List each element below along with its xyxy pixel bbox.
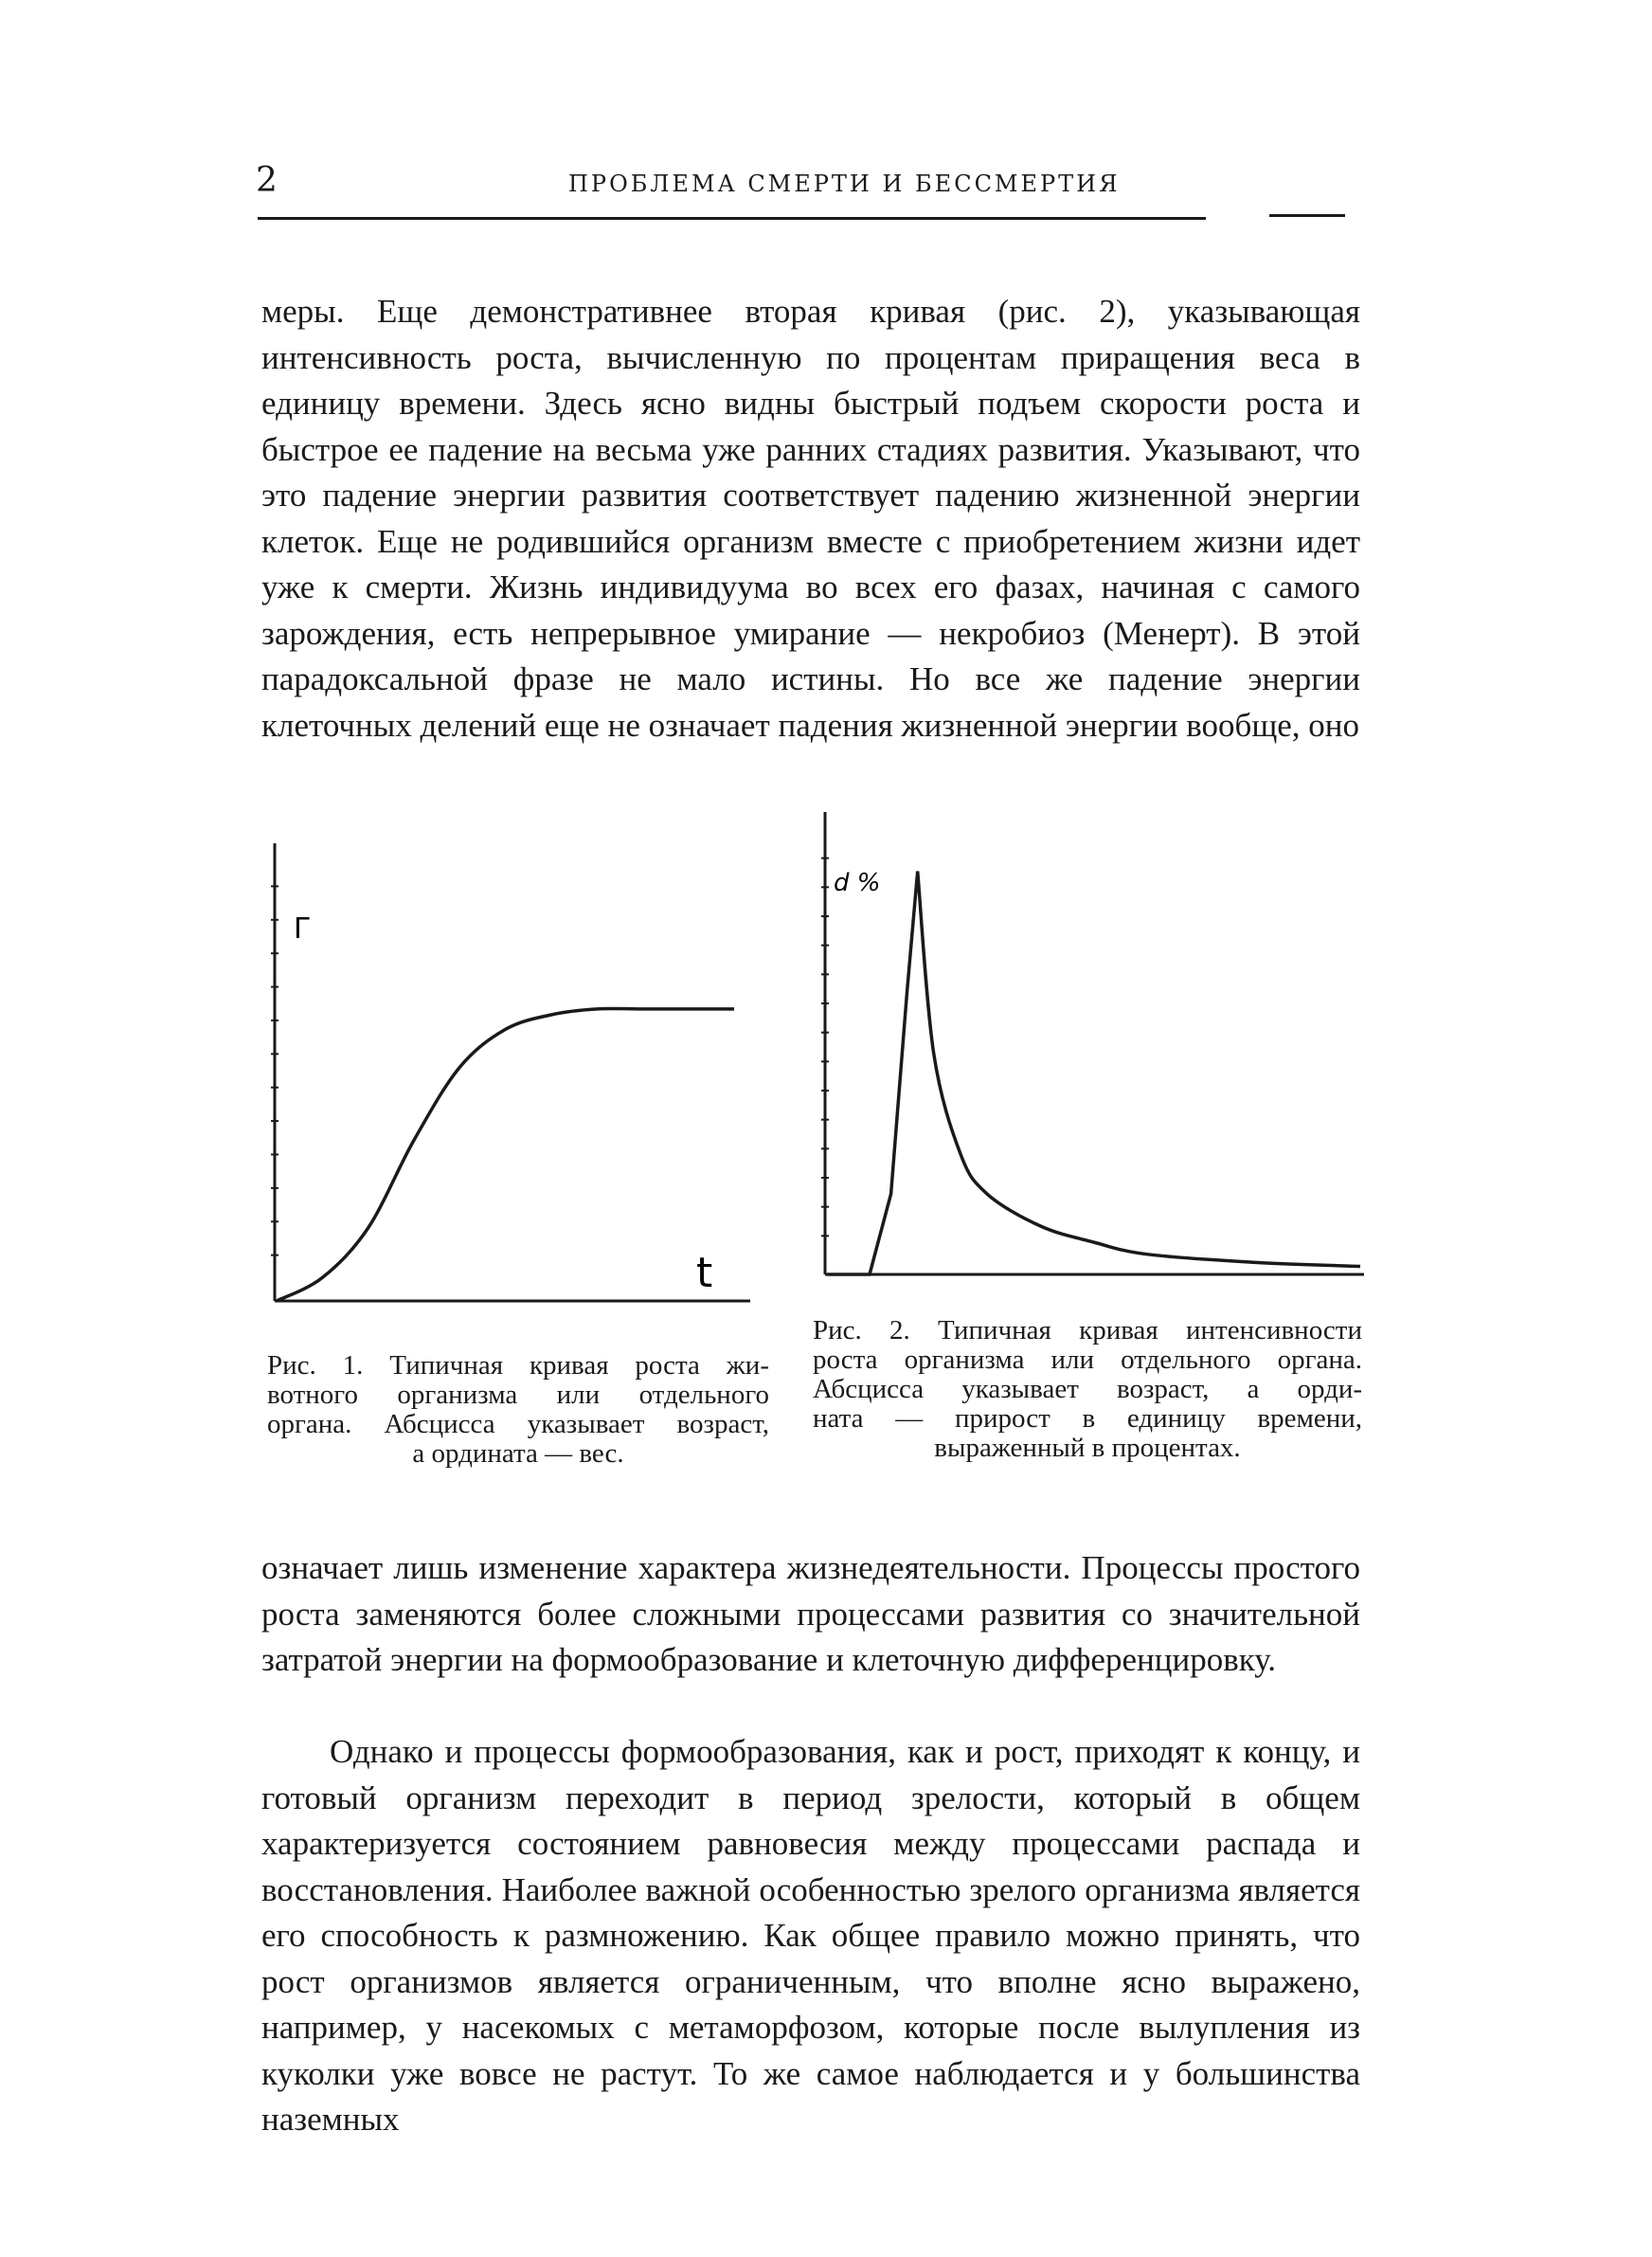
paragraph-2: означает лишь изменение характера жизнедеятельности. Процессы простого роста заменяются более сложными процессами развития со значительной затратой энергии на формообразование и клеточную дифференцировку. bbox=[261, 1549, 1360, 1678]
paragraph-3: Однако и процессы формообразования, как и рост, приходят к концу, и готовый организм переходит в период зрелости, который в общем характеризуется состоянием равновесия между процессами распада и восстановления. Наиболее важной особенностью зрелого организма является его способность к размножению. Как общее правило можно принять, что рост организмов является ограниченным, что вполне ясно выражено, например, у насекомых с метаморфозом, которые после вылупления из куколки уже вовсе не растут. То же самое наблюдается и у большинства наземных bbox=[261, 1733, 1360, 2138]
paragraph-1: меры. Еще демонстративнее вторая кривая (рис. 2), указывающая интенсивность роста, вычисленную по процентам приращения веса в единицу времени. Здесь ясно видны быстрый подъем скорости роста и быстрое ее падение на весьма уже ранних стадиях развития. Указывают, что это падение энергии развития соответствует падению жизненной энергии клеток. Еще не родившийся организм вместе с приобретением жизни идет уже к смерти. Жизнь индивидуума во всех его фазах, начиная с самого зарождения, есть непрерывное умирание — некробиоз (Менерт). В этой парадоксальной фразе не мало истины. Но все же падение энергии клеточных делений еще не означает падения жизненной энергии вообще, оно bbox=[261, 293, 1360, 744]
running-head: ПРОБЛЕМА СМЕРТИ И БЕССМЕРТИЯ bbox=[568, 171, 1121, 197]
fig1-caption-line: вотного организма или отдельного bbox=[267, 1380, 769, 1410]
figure-2 bbox=[813, 810, 1362, 1303]
fig1-x-label: t bbox=[696, 1249, 713, 1297]
header-rule bbox=[258, 217, 1206, 220]
fig2-intensity-curve bbox=[827, 872, 1360, 1275]
fig2-caption-line: роста организма или отдельного органа. bbox=[813, 1345, 1362, 1375]
fig2-caption-line: Рис. 2. Типичная кривая интенсивности bbox=[813, 1315, 1362, 1345]
fig2-caption-line: ната — прирост в единицу времени, bbox=[813, 1403, 1362, 1434]
fig2-y-label: d % bbox=[834, 869, 881, 897]
fig1-caption-line: органа. Абсцисса указывает возраст, bbox=[267, 1409, 769, 1439]
header-rule-short bbox=[1269, 214, 1345, 217]
fig2-caption-line: Абсцисса указывает возраст, а орди- bbox=[813, 1374, 1362, 1404]
figure-1 bbox=[265, 834, 758, 1308]
figure-1-caption bbox=[267, 1351, 769, 1469]
fig1-growth-curve bbox=[277, 1008, 734, 1301]
fig1-y-label: Г bbox=[294, 912, 312, 946]
fig1-caption-line: а ордината — вес. bbox=[412, 1438, 624, 1469]
page-number: 2 bbox=[256, 161, 278, 200]
fig2-caption-line: выраженный в процентах. bbox=[934, 1433, 1241, 1463]
fig1-axes bbox=[271, 843, 750, 1301]
figure-2-caption bbox=[813, 1316, 1362, 1463]
fig1-caption-line: Рис. 1. Типичная кривая роста жи- bbox=[267, 1350, 769, 1381]
